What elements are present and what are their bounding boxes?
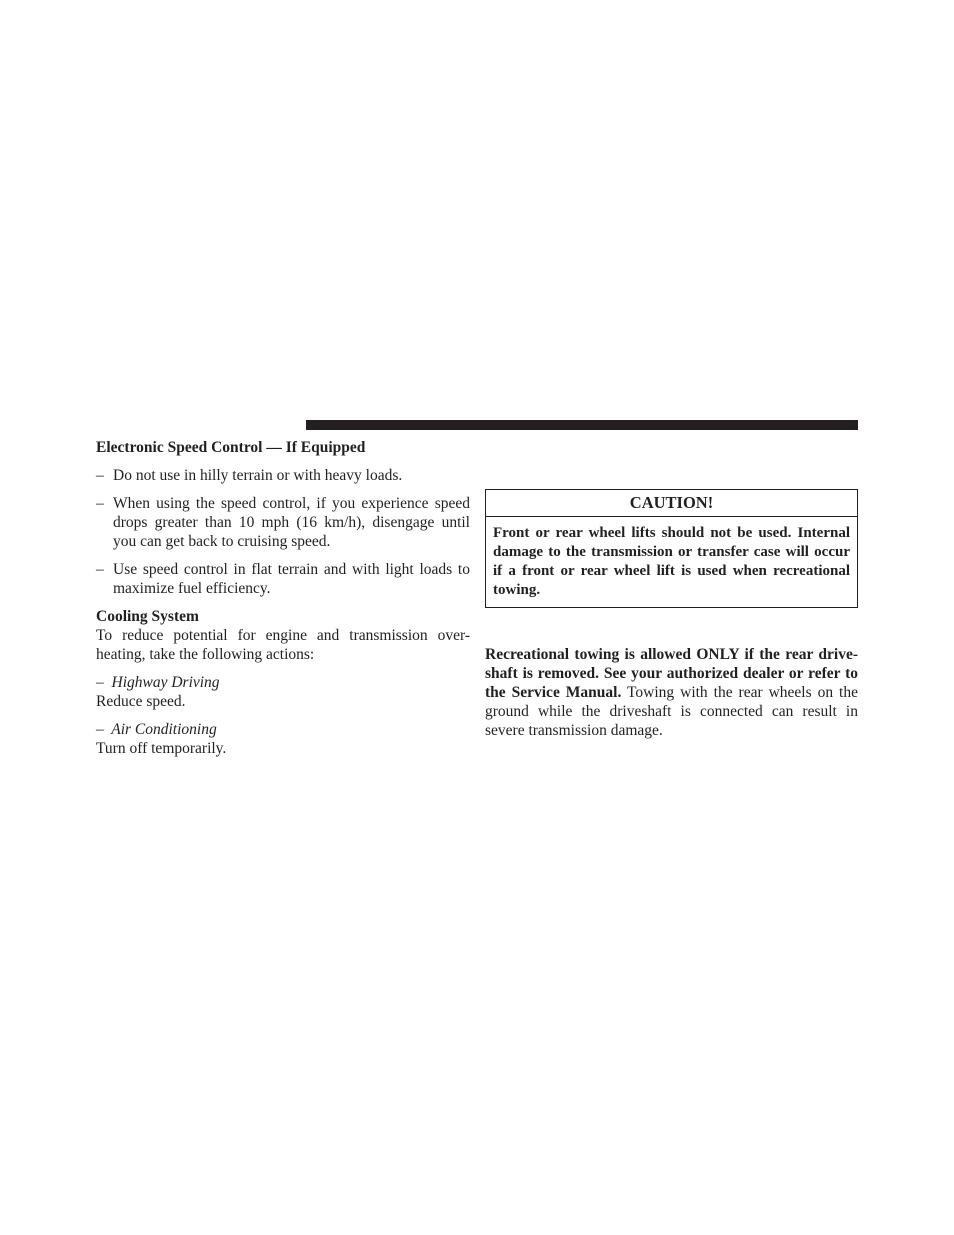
caution-title: CAUTION! [486, 490, 857, 517]
highway-driving-label: Highway Driving [111, 674, 220, 691]
list-item [96, 466, 470, 485]
list-item [96, 494, 470, 551]
list-item-text: When using the speed control, if you experience speed drops greater than 10 mph (16 km/h), disengage until you can get back to cruising speed. [113, 495, 470, 550]
highway-driving-subhead [96, 673, 470, 692]
section-header-bar [306, 420, 858, 430]
towing-normal-text: Towing with the rear wheels on the ground while the driveshaft is connected can result in severe transmission damage. [485, 684, 858, 739]
air-conditioning-label: Air Conditioning [111, 721, 217, 738]
list-dash: – [96, 561, 104, 578]
left-column [96, 438, 470, 758]
right-column [485, 489, 858, 740]
list-dash: – [96, 467, 104, 484]
cooling-intro-text: To reduce potential for engine and transmission over-heating, take the following actions: [96, 627, 470, 663]
speed-control-heading: Electronic Speed Control — If Equipped [96, 439, 366, 456]
subhead-dash: – [96, 674, 104, 691]
list-dash: – [96, 495, 104, 512]
list-item [96, 560, 470, 598]
subhead-dash: – [96, 721, 104, 738]
recreational-towing-paragraph [485, 645, 858, 740]
cooling-system-heading: Cooling System [96, 608, 199, 625]
towing-bold-text: Recreational towing is allowed ONLY if the rear drive-shaft is removed. See your authorized dealer or refer to the Service Manual. [485, 646, 858, 701]
caution-body: Front or rear wheel lifts should not be used. Internal damage to the transmission or transfer case will occur if a front or rear wheel lift is used when recreational towing. [493, 525, 850, 598]
caution-box [485, 489, 858, 608]
list-item-text: Do not use in hilly terrain or with heavy loads. [113, 467, 403, 484]
list-item-text: Use speed control in flat terrain and with light loads to maximize fuel efficiency. [113, 561, 470, 597]
highway-driving-text: Reduce speed. [96, 693, 186, 710]
air-conditioning-subhead [96, 720, 470, 739]
air-conditioning-text: Turn off temporarily. [96, 740, 227, 757]
